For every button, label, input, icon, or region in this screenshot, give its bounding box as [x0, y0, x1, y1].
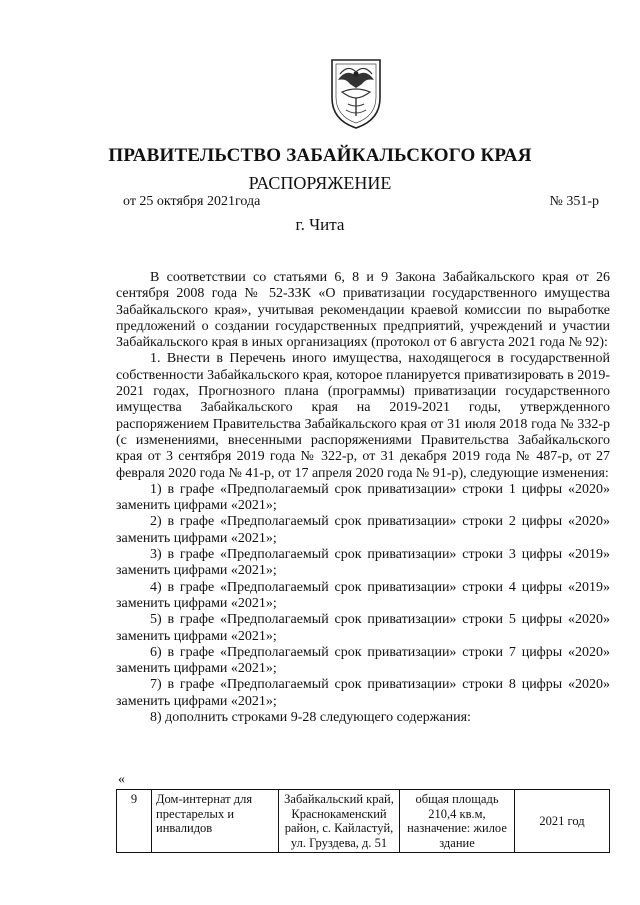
address-cell: Забайкальский край, Краснокаменский район, с. Кайластуй, ул. Груздева, д. 51	[279, 790, 400, 853]
appendix-table	[116, 789, 610, 853]
clause-1-paragraph: 1. Внести в Перечень иного имущества, находящегося в государственной собственности Забайкальского края, которое планируется приватизировать в 2019-2021 годах, Прогнозного плана (программы) приватизации государственного имущества Забайкальского края на 2019-2021 годы, утвержденного распоряжением Правительства Забайкальского края от 31 июля 2018 года № 332-р (с изменениями, внесенными распоряжениями Правительства Забайкальского края от 3 сентября 2019 года № 322-р, от 31 декабря 2019 года № 487-р, от 27 февраля 2020 года № 41-р, от 17 апреля 2020 года № 91-р), следующие изменения:	[116, 351, 610, 481]
subclause-8: 8) дополнить строками 9-28 следующего содержания:	[150, 710, 471, 726]
document-body	[116, 270, 610, 726]
document-date: от 25 октября 2021года	[123, 194, 261, 209]
subclause-1: 1) в графе «Предполагаемый срок приватизации» строки 1 цифры «2020» заменить цифрами «2021»;	[116, 481, 610, 514]
document-number: № 351-р	[549, 194, 599, 209]
privatization-term-cell: 2021 год	[515, 790, 610, 853]
subclause-3: 3) в графе «Предполагаемый срок приватизации» строки 3 цифры «2019» заменить цифрами «2021»;	[116, 547, 610, 579]
document-city: г. Чита	[295, 215, 345, 234]
object-name-cell: Дом-интернат для престарелых и инвалидов	[152, 790, 279, 853]
characteristics-cell: общая площадь 210,4 кв.м, назначение: жилое здание	[400, 790, 515, 853]
subclause-5: 5) в графе «Предполагаемый срок приватизации» строки 5 цифры «2020» заменить цифрами «2021»;	[116, 612, 610, 644]
subclause-7: 7) в графе «Предполагаемый срок приватизации» строки 8 цифры «2020» заменить цифрами «2021»;	[116, 677, 610, 709]
document-type: РАСПОРЯЖЕНИЕ	[248, 173, 392, 193]
opening-quote: «	[118, 772, 125, 787]
table-row	[117, 790, 610, 853]
subclause-4: 4) в графе «Предполагаемый срок приватизации» строки 4 цифры «2019» заменить цифрами «2021»;	[116, 579, 610, 611]
row-number-cell: 9	[117, 790, 152, 853]
government-title: ПРАВИТЕЛЬСТВО ЗАБАЙКАЛЬСКОГО КРАЯ	[108, 145, 532, 166]
subclause-2: 2) в графе «Предполагаемый срок приватизации» строки 2 цифры «2020» заменить цифрами «2021»;	[116, 514, 610, 546]
preamble-paragraph: В соответствии со статьями 6, 8 и 9 Закона Забайкальского края от 26 сентября 2008 года № 52-ЗЗК «О приватизации государственного имущества Забайкальского края», учитывая рекомендации краевой комиссии по выработке предложений о создании государственных предприятий, учреждений и участии Забайкальского края в иных организациях (протокол от 6 августа 2021 года № 92):	[116, 270, 610, 351]
coat-of-arms-icon	[328, 58, 384, 130]
subclause-6: 6) в графе «Предполагаемый срок приватизации» строки 7 цифры «2020» заменить цифрами «2021»;	[116, 644, 610, 677]
